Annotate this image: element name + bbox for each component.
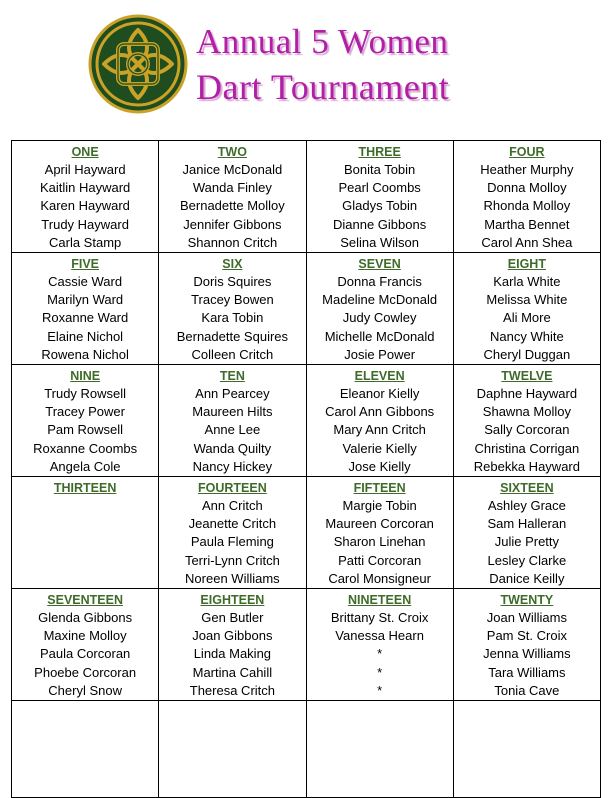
team-cell <box>453 141 600 253</box>
team-member: Tara Williams <box>488 664 566 680</box>
team-title: EIGHTEEN <box>200 593 265 608</box>
team-member: Eleanor Kielly <box>339 386 420 402</box>
team-member: Jennifer Gibbons <box>183 216 282 232</box>
empty-cell <box>306 701 453 798</box>
team-member: Roxanne Coombs <box>33 440 138 456</box>
empty-cell <box>159 701 306 798</box>
team-member: Joan Williams <box>486 610 567 626</box>
team-cell <box>453 365 600 477</box>
team-member: Ann Critch <box>202 498 263 514</box>
team-member: Rhonda Molloy <box>483 198 571 214</box>
title-line-2: Dart Tournament <box>196 67 450 107</box>
team-member: Rowena Nichol <box>41 346 129 362</box>
team-member: Daphne Hayward <box>476 386 578 402</box>
team-member: Gen Butler <box>201 610 264 626</box>
team-member: Vanessa Hearn <box>335 628 424 644</box>
team-member: Sam Halleran <box>487 516 567 532</box>
team-cell <box>453 589 600 701</box>
team-title: SIXTEEN <box>500 481 554 496</box>
team-member: Ashley Grace <box>487 498 566 514</box>
team-member: Ali More <box>503 310 551 326</box>
celtic-knot-icon <box>88 14 188 114</box>
team-cell <box>453 253 600 365</box>
team-member: Elaine Nichol <box>47 328 124 344</box>
team-cell <box>12 589 159 701</box>
team-member: Christina Corrigan <box>474 440 580 456</box>
team-member: Valerie Kielly <box>342 440 417 456</box>
team-member: Madeline McDonald <box>322 292 438 308</box>
team-member: Dianne Gibbons <box>333 216 427 232</box>
team-member: Judy Cowley <box>342 310 417 326</box>
team-title: NINETEEN <box>348 593 412 608</box>
team-cell <box>12 253 159 365</box>
team-cell <box>306 253 453 365</box>
team-member: Theresa Critch <box>189 682 275 698</box>
team-member: Colleen Critch <box>191 346 274 362</box>
team-member: Tracey Bowen <box>191 292 274 308</box>
team-member: Danice Keilly <box>489 570 565 586</box>
team-cell <box>12 141 159 253</box>
team-member: Cheryl Duggan <box>483 346 571 362</box>
team-member: * <box>377 664 383 680</box>
team-title: SEVEN <box>358 257 401 272</box>
team-member: Mary Ann Critch <box>333 422 426 438</box>
team-member: Glenda Gibbons <box>38 610 133 626</box>
team-cell <box>159 477 306 589</box>
team-title: FOUR <box>509 145 545 159</box>
teams-row <box>12 253 601 365</box>
team-title: EIGHT <box>507 257 546 272</box>
team-member: Nancy Hickey <box>192 458 273 474</box>
teams-row <box>12 141 601 253</box>
team-member: Phoebe Corcoran <box>34 664 137 680</box>
team-member: Doris Squires <box>193 274 272 290</box>
team-member: Rebekka Hayward <box>473 458 580 474</box>
team-member: Shannon Critch <box>187 234 278 250</box>
team-member: Maureen Hilts <box>192 404 273 420</box>
team-member: Martina Cahill <box>192 664 273 680</box>
team-member: Jose Kielly <box>348 458 411 474</box>
title-line-1: Annual 5 Women <box>196 22 449 61</box>
team-member: Carla Stamp <box>49 234 122 250</box>
team-title: SIX <box>222 257 243 272</box>
team-title: THIRTEEN <box>53 481 117 496</box>
team-member: * <box>377 646 383 662</box>
team-member: Margie Tobin <box>342 498 417 514</box>
team-title: FOURTEEN <box>198 481 267 496</box>
team-member: Martha Bennet <box>484 216 570 232</box>
team-member: Anne Lee <box>204 422 261 438</box>
team-member: * <box>377 682 383 698</box>
team-member: Tracey Power <box>45 404 125 420</box>
team-member: Shawna Molloy <box>482 404 571 420</box>
team-member: Joan Gibbons <box>192 628 273 644</box>
team-member: Donna Francis <box>337 274 422 290</box>
team-member: Brittany St. Croix <box>330 610 429 626</box>
team-cell <box>159 365 306 477</box>
team-member: Carol Ann Gibbons <box>325 404 435 420</box>
team-cell <box>453 477 600 589</box>
team-member: Jeanette Critch <box>188 516 277 532</box>
team-member: Pam Rowsell <box>47 422 124 438</box>
teams-row <box>12 477 601 589</box>
team-cell <box>12 477 159 589</box>
team-title: TEN <box>219 369 245 384</box>
team-member: Angela Cole <box>49 458 121 474</box>
team-cell <box>159 253 306 365</box>
team-member: Tonia Cave <box>494 682 560 698</box>
team-member: Ann Pearcey <box>195 386 270 402</box>
team-member: Noreen Williams <box>185 570 280 586</box>
team-member: Cassie Ward <box>48 274 123 290</box>
team-member: Karen Hayward <box>40 198 130 214</box>
team-member: Josie Power <box>344 346 416 362</box>
team-cell <box>306 141 453 253</box>
team-title: FIFTEEN <box>353 481 406 496</box>
team-member: Maureen Corcoran <box>325 516 434 532</box>
team-member: Donna Molloy <box>487 180 567 196</box>
team-member: Selina Wilson <box>340 234 419 250</box>
team-member: Gladys Tobin <box>342 198 418 214</box>
team-member: Bernadette Molloy <box>179 198 285 214</box>
team-member: Terri-Lynn Critch <box>184 552 280 568</box>
team-member: Janice McDonald <box>182 162 283 177</box>
team-member: Jenna Williams <box>483 646 571 662</box>
teams-row <box>12 589 601 701</box>
header <box>0 0 609 135</box>
team-cell <box>306 589 453 701</box>
team-title: FIVE <box>71 257 100 272</box>
team-member: Patti Corcoran <box>338 552 422 568</box>
team-cell <box>306 477 453 589</box>
team-member: Cheryl Snow <box>48 682 122 698</box>
team-member: Kara Tobin <box>201 310 264 326</box>
team-member: Marilyn Ward <box>47 292 124 308</box>
team-member: Trudy Rowsell <box>44 386 127 402</box>
teams-grid <box>11 140 601 798</box>
team-title: SEVENTEEN <box>47 593 123 608</box>
team-cell <box>306 365 453 477</box>
team-member: Carol Monsigneur <box>328 570 431 586</box>
team-member: Pam St. Croix <box>486 628 567 644</box>
team-member: Linda Making <box>193 646 272 662</box>
team-cell <box>12 365 159 477</box>
teams-row <box>12 365 601 477</box>
team-title: ONE <box>71 145 99 159</box>
team-member: Roxanne Ward <box>42 310 129 326</box>
team-member: Lesley Clarke <box>487 552 567 568</box>
team-member: Carol Ann Shea <box>481 234 573 250</box>
team-cell <box>159 589 306 701</box>
team-member: Sally Corcoran <box>484 422 570 438</box>
team-title: TWELVE <box>501 369 553 384</box>
team-member: Bernadette Squires <box>176 328 289 344</box>
team-member: Sharon Linehan <box>333 534 426 550</box>
empty-cell <box>453 701 600 798</box>
team-member: Maxine Molloy <box>43 628 127 644</box>
team-member: Nancy White <box>490 328 564 344</box>
empty-cell <box>12 701 159 798</box>
team-member: April Hayward <box>44 162 126 177</box>
team-title: ELEVEN <box>354 369 405 384</box>
teams-row-empty <box>12 701 601 798</box>
team-title: THREE <box>358 145 401 159</box>
team-member: Heather Murphy <box>480 162 574 177</box>
team-title: NINE <box>70 369 101 384</box>
team-member: Paula Fleming <box>190 534 274 550</box>
team-member: Wanda Quilty <box>193 440 272 456</box>
team-member: Karla White <box>493 274 561 290</box>
team-member: Bonita Tobin <box>343 162 416 177</box>
team-member: Pearl Coombs <box>338 180 421 196</box>
team-member: Trudy Hayward <box>41 216 129 232</box>
team-title: TWENTY <box>500 593 554 608</box>
team-member: Paula Corcoran <box>39 646 131 662</box>
team-title: TWO <box>217 145 247 159</box>
team-member: Wanda Finley <box>192 180 272 196</box>
team-member: Julie Pretty <box>494 534 560 550</box>
team-member: Melissa White <box>486 292 568 308</box>
team-cell <box>159 141 306 253</box>
team-member: Michelle McDonald <box>324 328 435 344</box>
team-member: Kaitlin Hayward <box>39 180 131 196</box>
